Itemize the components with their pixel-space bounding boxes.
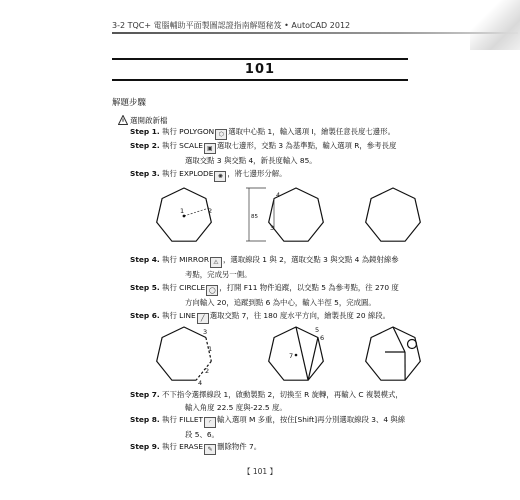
heptagon-step-figures <box>148 322 428 386</box>
hep-b-diag <box>296 327 308 380</box>
hep-c-line-1 <box>393 327 405 352</box>
step-8: Step 8. 執行 FILLET ◜ 輸入選項 M 多重，按住[Shift]再分別選取線段 3、4 與線 段 5、6。 <box>130 415 406 439</box>
scale-icon: ▣ <box>204 143 216 154</box>
figure-row-1 <box>148 183 428 247</box>
fig1-label-3: 3 <box>270 224 275 232</box>
step-5: Step 5. 執行 CIRCLE ◯ ，打開 F11 物件追蹤，以交點 5 為參考點，往 270 度 方向輸入 20，追蹤到點 6 為中心，輸入半徑 5，完成圓。 <box>130 283 399 307</box>
center-point <box>183 215 186 218</box>
step-3: Step 3. 執行 EXPLODE ✺ ，將七邊形分解。 <box>130 169 287 180</box>
heptagon-exploded <box>366 188 421 241</box>
section-title: 解題步驟 <box>112 98 147 108</box>
figure-row-2 <box>148 322 428 386</box>
running-header: 3-2 TQC+ 電腦輔助平面製圖認證指南解題秘笈 • AutoCAD 2012 <box>112 21 351 30</box>
circle-icon: ◯ <box>206 285 218 296</box>
fillet-icon: ◜ <box>204 417 216 428</box>
fig2-label-1: 1 <box>208 345 213 353</box>
polygon-icon: ⬡ <box>215 129 227 140</box>
step-1: Step 1. 執行 POLYGON ⬡ 選取中心點 1，輸入選項 I，繪製任意長度七邊形。 <box>130 127 395 138</box>
erase-icon: ✎ <box>204 444 216 455</box>
line-icon: ╱ <box>197 313 209 324</box>
step-9: Step 9. 執行 ERASE ✎ 刪除物件 7。 <box>130 442 262 453</box>
fig1-label-1: 1 <box>180 207 185 215</box>
fig1-label-4: 4 <box>276 191 281 199</box>
hep-c-circle <box>408 340 417 349</box>
warning-triangle-icon <box>118 115 128 125</box>
header-rule <box>112 32 518 34</box>
heptagon-figures <box>148 183 428 247</box>
fig2-label-7: 7 <box>289 352 294 360</box>
fig1-label-2: 2 <box>208 207 213 215</box>
step-7: Step 7. 不下指令選擇線段 1，啟動製點 2，切換至 R 旋轉，再輸入 C 複製模式， 輸入角度 22.5 度與-22.5 度。 <box>130 390 403 412</box>
point-7 <box>295 354 298 357</box>
mirror-icon: ⚠ <box>210 257 222 268</box>
fig2-label-2: 2 <box>205 367 210 375</box>
header-decoration <box>470 0 520 50</box>
heptagon-b <box>269 327 324 380</box>
step-4: Step 4. 執行 MIRROR ⚠ ，選取線段 1 與 2，選取交點 3 與交點 4 為鏡射線參 考點，完成另一側。 <box>130 255 399 279</box>
heptagon-a <box>157 327 206 380</box>
explode-icon: ✺ <box>214 171 226 182</box>
step-6: Step 6. 執行 LINE ╱ 選取交點 7，往 180 度水平方向，繪製長度 20 線段。 <box>130 311 391 322</box>
fig1-dim-85: 85 <box>251 214 258 220</box>
section-subtitle: 選開啟新檔 <box>118 115 168 126</box>
fig2-label-5: 5 <box>315 326 320 334</box>
title-rule-bottom <box>112 79 408 81</box>
question-number: 101 <box>244 62 276 77</box>
heptagon-c <box>366 327 421 380</box>
page-footer: 【 101 】 <box>242 467 278 476</box>
radius-line <box>184 208 209 216</box>
fig2-label-3: 3 <box>203 328 208 336</box>
step-2: Step 2. 執行 SCALE ▣ 選取七邊形，交點 3 為基準點，輸入選項 R，參考長度 選取交點 3 與交點 4，新長度輸入 85。 <box>130 141 397 165</box>
fig2-label-6: 6 <box>320 334 325 342</box>
fig2-label-4: 4 <box>198 379 203 386</box>
title-rule-top <box>112 58 408 60</box>
